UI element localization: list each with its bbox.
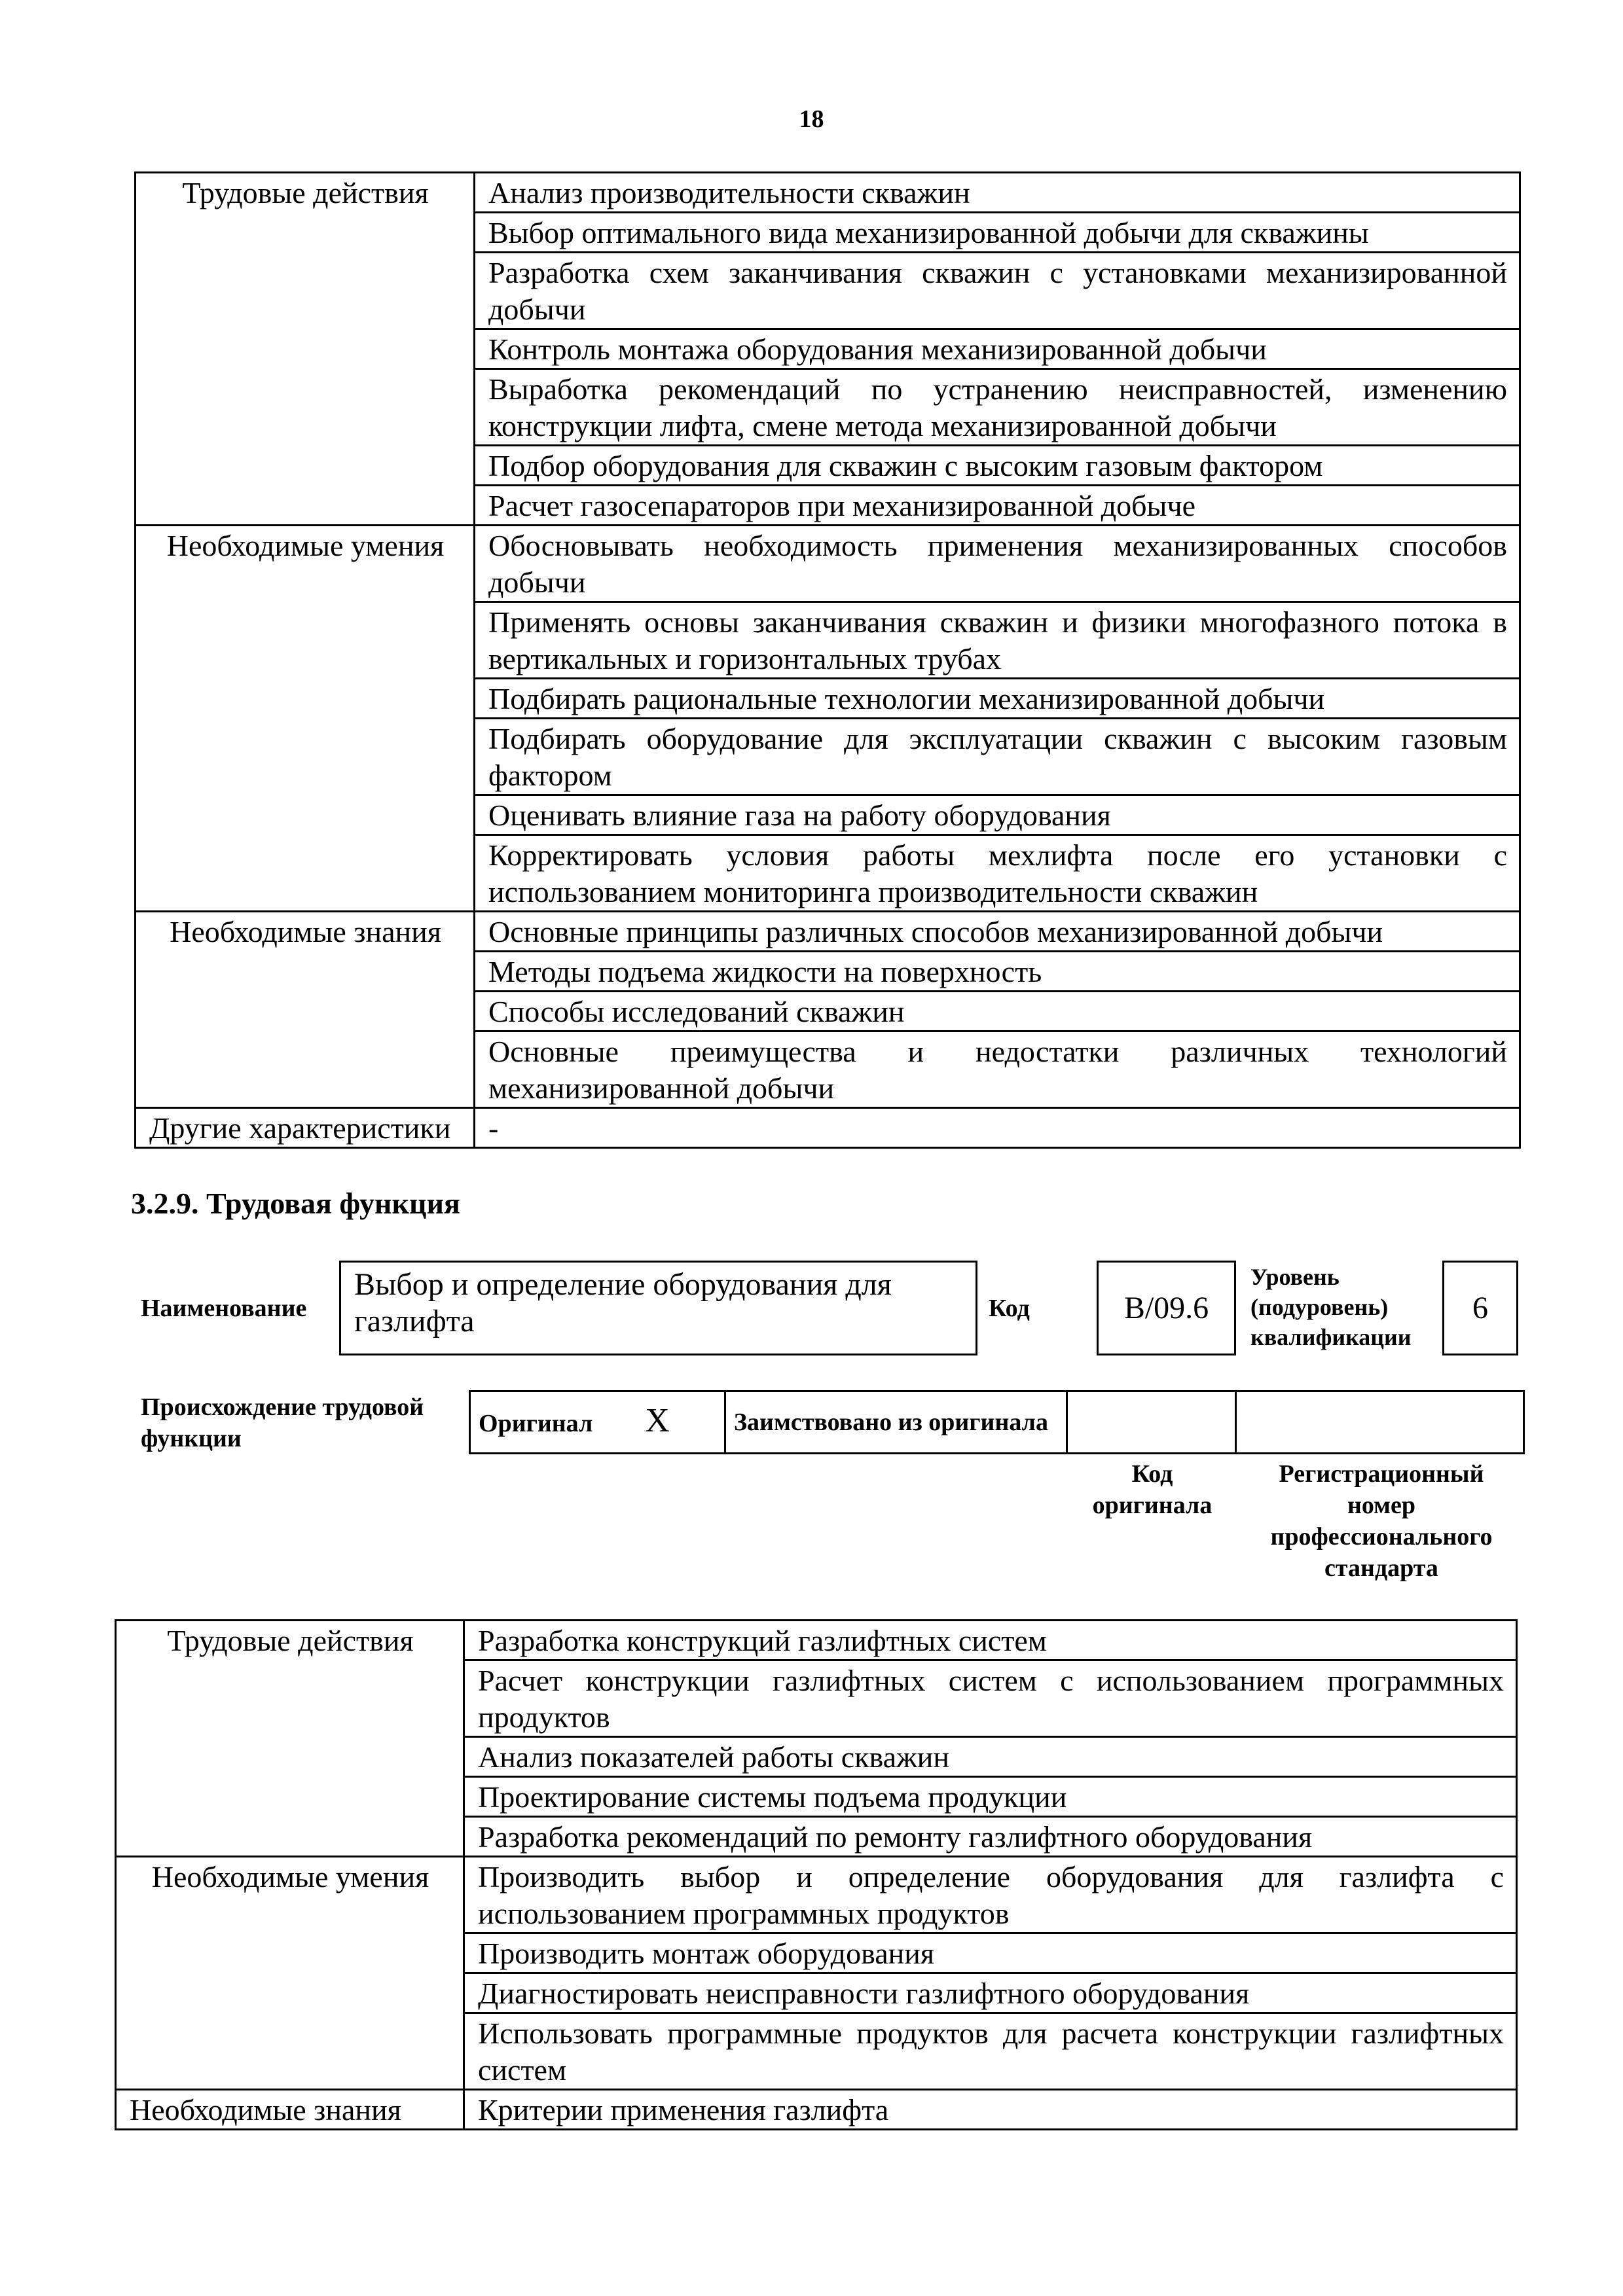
name-value-box: Выбор и определение оборудования для газлифта: [339, 1261, 977, 1355]
reg-number-cell: [1236, 1391, 1524, 1454]
row-item-text: Использовать программные продуктов для расчета конструкции газлифтных систем: [464, 2013, 1517, 2090]
original-label: Оригинал: [479, 1410, 593, 1437]
row-group-label: Необходимые умения: [136, 526, 475, 912]
table-row: [136, 173, 1520, 213]
code-original-cell: [1067, 1391, 1236, 1454]
row-group-label: Необходимые умения: [116, 1857, 464, 2090]
code-label: Код: [989, 1295, 1030, 1322]
code-value-box: B/09.6: [1097, 1261, 1236, 1355]
row-item-text: Подбирать рациональные технологии механизированной добычи: [475, 679, 1520, 719]
level-value-box: 6: [1442, 1261, 1518, 1355]
row-group-label: Необходимые знания: [116, 2090, 464, 2130]
reg-number-label: Регистрационный номер профессионального стандарта: [1270, 1460, 1493, 1582]
name-label: Наименование: [141, 1295, 307, 1322]
table-row: [136, 1108, 1520, 1148]
row-item-text: Основные принципы различных способов механизированной добычи: [475, 912, 1520, 952]
labor-function-table-2: [115, 1619, 1518, 2130]
row-item-text: -: [475, 1108, 1520, 1148]
row-item-text: Выработка рекомендаций по устранению неисправностей, изменению конструкции лифта, смене метода механизированной добычи: [475, 369, 1520, 446]
origin-label: Происхождение трудовой функции: [141, 1393, 424, 1452]
table-row: [116, 1621, 1517, 1660]
row-item-text: Способы исследований скважин: [475, 992, 1520, 1031]
row-group-label: Другие характеристики: [136, 1108, 475, 1148]
row-item-text: Подбирать оборудование для эксплуатации скважин с высоким газовым фактором: [475, 719, 1520, 795]
code-original-label: Код оригинала: [1092, 1460, 1213, 1519]
row-item-text: Производить выбор и определение оборудования для газлифта с использованием программных продуктов: [464, 1857, 1517, 1933]
row-item-text: Обосновывать необходимость применения механизированных способов добычи: [475, 526, 1520, 602]
row-item-text: Диагностировать неисправности газлифтного оборудования: [464, 1973, 1517, 2013]
row-item-text: Применять основы заканчивания скважин и физики многофазного потока в вертикальных и горизонтальных трубах: [475, 602, 1520, 679]
row-item-text: Расчет конструкции газлифтных систем с использованием программных продуктов: [464, 1660, 1517, 1737]
row-item-text: Проектирование системы подъема продукции: [464, 1777, 1517, 1817]
row-item-text: Разработка рекомендаций по ремонту газлифтного оборудования: [464, 1817, 1517, 1857]
page-number: 18: [799, 105, 824, 133]
borrowed-label: Заимствовано из оригинала: [725, 1391, 1067, 1454]
row-item-text: Анализ показателей работы скважин: [464, 1737, 1517, 1777]
section-title: 3.2.9. Трудовая функция: [131, 1187, 460, 1220]
row-item-text: Подбор оборудования для скважин с высоким газовым фактором: [475, 446, 1520, 486]
original-mark: X: [645, 1402, 670, 1439]
row-item-text: Анализ производительности скважин: [475, 173, 1520, 213]
row-item-text: Контроль монтажа оборудования механизированной добычи: [475, 329, 1520, 369]
row-group-label: Трудовые действия: [136, 173, 475, 526]
table-row: [136, 912, 1520, 952]
row-item-text: Основные преимущества и недостатки различных технологий механизированной добычи: [475, 1031, 1520, 1108]
row-group-label: Трудовые действия: [116, 1621, 464, 1857]
row-group-label: Необходимые знания: [136, 912, 475, 1108]
row-item-text: Оценивать влияние газа на работу оборудования: [475, 795, 1520, 835]
table-row: [136, 526, 1520, 602]
row-item-text: Производить монтаж оборудования: [464, 1933, 1517, 1973]
table-row: [116, 1857, 1517, 1933]
level-label: Уровень (подуровень) квалификации: [1250, 1264, 1412, 1350]
row-item-text: Разработка конструкций газлифтных систем: [464, 1621, 1517, 1660]
row-item-text: Методы подъема жидкости на поверхность: [475, 952, 1520, 992]
row-item-text: Расчет газосепараторов при механизированной добыче: [475, 486, 1520, 526]
row-item-text: Разработка схем заканчивания скважин с установками механизированной добычи: [475, 253, 1520, 329]
table-row: [116, 2090, 1517, 2130]
original-cell: [470, 1391, 725, 1454]
row-item-text: Критерии применения газлифта: [464, 2090, 1517, 2130]
origin-table: [469, 1390, 1525, 1454]
labor-function-table-1: [134, 171, 1521, 1149]
row-item-text: Корректировать условия работы мехлифта после его установки с использованием мониторинга производительности скважин: [475, 835, 1520, 912]
row-item-text: Выбор оптимального вида механизированной добычи для скважины: [475, 213, 1520, 253]
